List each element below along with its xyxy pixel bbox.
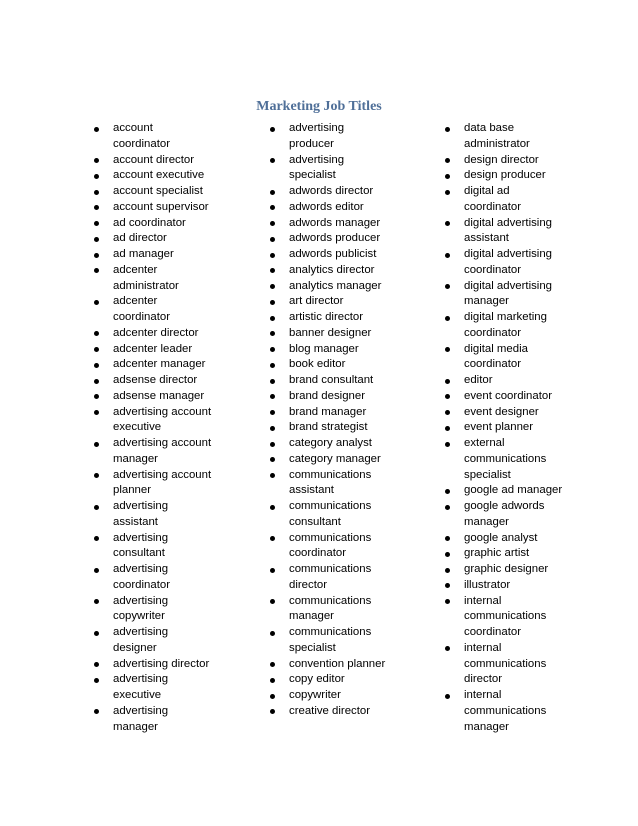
- list-item: [268, 562, 413, 594]
- bullet-icon: [94, 363, 99, 368]
- list-item: [268, 657, 413, 673]
- list-item: [268, 231, 413, 247]
- job-title-text: coordinator: [464, 358, 521, 371]
- job-title-text: data base: [464, 122, 515, 134]
- job-title-text: advertising account: [113, 468, 212, 481]
- job-title-column-1: [92, 121, 242, 735]
- job-title-text: banner designer: [289, 326, 372, 339]
- job-title-text: adwords manager: [289, 216, 381, 229]
- job-title-text: google adwords: [464, 500, 545, 512]
- bullet-icon: [445, 158, 450, 163]
- list-item: [268, 531, 413, 563]
- list-item: [443, 216, 593, 248]
- list-item: [443, 578, 593, 594]
- job-title-text: digital ad: [464, 185, 510, 197]
- bullet-icon: [270, 394, 275, 399]
- bullet-icon: [94, 331, 99, 336]
- job-title-text: design producer: [464, 169, 546, 182]
- job-title-text: artistic director: [289, 311, 364, 323]
- list-item: [443, 546, 593, 562]
- bullet-icon: [270, 442, 275, 447]
- job-title-text: advertising: [113, 673, 169, 686]
- bullet-icon: [94, 473, 99, 478]
- job-title-text: communications: [464, 452, 547, 465]
- list-item: [92, 562, 242, 594]
- bullet-icon: [270, 205, 275, 210]
- bullet-icon: [445, 190, 450, 195]
- job-title-text: analytics director: [289, 263, 375, 276]
- bullet-icon: [270, 662, 275, 667]
- page-title: Marketing Job Titles: [256, 99, 382, 114]
- job-title-text: producer: [289, 137, 334, 150]
- job-title-text: internal: [464, 641, 502, 654]
- bullet-icon: [94, 127, 99, 132]
- list-item: [443, 153, 593, 169]
- job-title-text: advertising account: [113, 405, 212, 418]
- bullet-icon: [445, 394, 450, 399]
- list-item: [268, 468, 413, 500]
- bullet-icon: [94, 505, 99, 510]
- list-item: [443, 499, 593, 531]
- bullet-icon: [270, 426, 275, 431]
- job-title-text: consultant: [289, 515, 341, 528]
- job-title-text: advertising: [113, 563, 169, 575]
- bullet-icon: [445, 410, 450, 415]
- bullet-icon: [445, 505, 450, 510]
- bullet-icon: [94, 174, 99, 179]
- job-title-text: editor: [464, 374, 493, 386]
- job-title-text: brand manager: [289, 405, 367, 418]
- job-title-text: specialist: [464, 468, 511, 481]
- list-item: [443, 483, 593, 499]
- job-title-text: communications: [289, 563, 372, 575]
- list-item: [268, 436, 413, 452]
- list-item: [443, 310, 593, 342]
- bullet-icon: [270, 678, 275, 683]
- job-title-text: coordinator: [464, 200, 521, 213]
- bullet-icon: [94, 158, 99, 163]
- job-title-text: brand designer: [289, 389, 365, 402]
- list-item: [443, 594, 593, 641]
- job-title-text: design director: [464, 153, 539, 166]
- bullet-icon: [94, 394, 99, 399]
- job-title-text: designer: [113, 641, 157, 654]
- bullet-icon: [270, 190, 275, 195]
- job-title-text: ad director: [113, 232, 167, 245]
- list-item: [92, 468, 242, 500]
- list-item: [92, 405, 242, 437]
- job-title-text: adwords producer: [289, 232, 381, 245]
- job-title-text: coordinator: [113, 311, 170, 323]
- bullet-icon: [445, 379, 450, 384]
- job-title-text: internal: [464, 594, 502, 607]
- job-title-text: coordinator: [464, 626, 521, 638]
- bullet-icon: [94, 190, 99, 195]
- bullet-icon: [270, 505, 275, 510]
- bullet-icon: [445, 646, 450, 651]
- list-item: [92, 657, 242, 673]
- bullet-icon: [445, 174, 450, 179]
- job-title-text: communications: [289, 500, 372, 512]
- bullet-icon: [94, 347, 99, 352]
- list-item: [268, 263, 413, 279]
- job-title-text: brand consultant: [289, 374, 374, 386]
- bullet-icon: [94, 442, 99, 447]
- bullet-icon: [270, 363, 275, 368]
- job-title-text: manager: [464, 515, 509, 528]
- list-item: [92, 594, 242, 626]
- job-title-text: copywriter: [289, 689, 341, 701]
- list-item: [443, 436, 593, 483]
- bullet-icon: [94, 709, 99, 714]
- bullet-icon: [270, 709, 275, 714]
- list-item: [443, 389, 593, 405]
- job-title-text: advertising: [289, 153, 345, 166]
- job-title-text: specialist: [289, 169, 336, 182]
- list-item: [92, 704, 242, 736]
- job-title-text: ad manager: [113, 248, 174, 260]
- list-item: [268, 342, 413, 358]
- job-title-text: advertising: [113, 704, 169, 717]
- list-item: [443, 121, 593, 153]
- list-item: [268, 688, 413, 704]
- list-item: [443, 184, 593, 216]
- job-title-text: ad coordinator: [113, 216, 186, 229]
- bullet-icon: [445, 583, 450, 588]
- job-title-text: manager: [464, 295, 509, 308]
- list-item: [268, 594, 413, 626]
- bullet-icon: [94, 410, 99, 415]
- job-title-text: category manager: [289, 452, 381, 465]
- bullet-icon: [94, 536, 99, 541]
- list-item: [92, 389, 242, 405]
- list-item: [268, 294, 413, 310]
- list-item: [268, 420, 413, 436]
- job-title-text: graphic designer: [464, 563, 549, 575]
- bullet-icon: [270, 473, 275, 478]
- list-item: [443, 373, 593, 389]
- job-title-text: director: [289, 578, 327, 591]
- bullet-icon: [94, 662, 99, 667]
- job-title-column-2: [268, 121, 413, 720]
- bullet-icon: [270, 694, 275, 699]
- job-title-text: account: [113, 122, 153, 134]
- bullet-icon: [445, 253, 450, 258]
- job-title-text: communications: [289, 626, 372, 638]
- job-title-text: digital marketing: [464, 311, 547, 323]
- list-item: [443, 420, 593, 436]
- bullet-icon: [445, 284, 450, 289]
- job-title-text: blog manager: [289, 342, 359, 355]
- job-title-text: adcenter: [113, 295, 158, 308]
- list-item: [92, 326, 242, 342]
- bullet-icon: [270, 237, 275, 242]
- bullet-icon: [270, 127, 275, 132]
- job-title-text: coordinator: [464, 326, 521, 339]
- list-item: [92, 357, 242, 373]
- job-title-text: analytics manager: [289, 279, 382, 292]
- job-title-text: adwords director: [289, 185, 374, 197]
- list-item: [92, 184, 242, 200]
- bullet-icon: [445, 221, 450, 226]
- bullet-icon: [94, 599, 99, 604]
- bullet-icon: [270, 457, 275, 462]
- job-title-text: adcenter leader: [113, 342, 193, 355]
- list-item: [443, 531, 593, 547]
- job-title-text: consultant: [113, 547, 165, 560]
- job-title-text: illustrator: [464, 578, 511, 591]
- list-item: [268, 625, 413, 657]
- bullet-icon: [94, 678, 99, 683]
- job-title-text: adwords publicist: [289, 248, 377, 260]
- job-title-text: graphic artist: [464, 547, 530, 560]
- list-item: [92, 342, 242, 358]
- list-item: [268, 672, 413, 688]
- list-item: [268, 184, 413, 200]
- job-title-text: manager: [464, 720, 509, 733]
- job-title-text: copywriter: [113, 610, 165, 623]
- list-item: [443, 279, 593, 311]
- list-item: [443, 688, 593, 735]
- list-item: [443, 342, 593, 374]
- bullet-icon: [445, 127, 450, 132]
- bullet-icon: [94, 631, 99, 636]
- list-item: [92, 231, 242, 247]
- job-title-text: google analyst: [464, 531, 538, 544]
- list-item: [92, 499, 242, 531]
- bullet-icon: [445, 489, 450, 494]
- bullet-icon: [270, 568, 275, 573]
- job-title-text: coordinator: [113, 578, 170, 591]
- job-title-text: advertising: [113, 500, 169, 512]
- job-title-text: account supervisor: [113, 200, 209, 213]
- bullet-icon: [270, 253, 275, 258]
- list-item: [92, 436, 242, 468]
- job-title-text: communications: [464, 704, 547, 717]
- bullet-icon: [270, 316, 275, 321]
- job-title-text: communications: [289, 468, 372, 481]
- bullet-icon: [94, 268, 99, 273]
- job-title-text: coordinator: [289, 547, 346, 560]
- job-title-text: specialist: [289, 641, 336, 654]
- bullet-icon: [270, 631, 275, 636]
- bullet-icon: [270, 158, 275, 163]
- bullet-icon: [445, 442, 450, 447]
- job-title-text: digital advertising: [464, 279, 553, 292]
- list-item: [92, 200, 242, 216]
- bullet-icon: [445, 536, 450, 541]
- bullet-icon: [270, 599, 275, 604]
- bullet-icon: [94, 568, 99, 573]
- job-title-text: digital advertising: [464, 216, 553, 229]
- bullet-icon: [94, 379, 99, 384]
- list-item: [92, 168, 242, 184]
- job-title-text: communications: [464, 657, 547, 670]
- list-item: [268, 704, 413, 720]
- job-title-text: brand strategist: [289, 421, 368, 434]
- job-title-text: administrator: [113, 279, 179, 292]
- job-title-text: copy editor: [289, 673, 345, 686]
- job-title-text: book editor: [289, 358, 346, 371]
- job-title-text: adsense manager: [113, 389, 205, 402]
- list-item: [443, 641, 593, 688]
- job-title-text: planner: [113, 484, 151, 497]
- bullet-icon: [270, 410, 275, 415]
- job-title-text: adcenter director: [113, 326, 199, 339]
- job-title-text: adcenter: [113, 263, 158, 276]
- job-title-text: assistant: [464, 232, 509, 245]
- job-title-text: digital media: [464, 342, 528, 355]
- job-title-text: communications: [289, 531, 372, 544]
- job-title-text: account director: [113, 153, 195, 166]
- bullet-icon: [445, 347, 450, 352]
- bullet-icon: [270, 331, 275, 336]
- bullet-icon: [445, 552, 450, 557]
- list-item: [268, 247, 413, 263]
- list-item: [92, 625, 242, 657]
- job-title-text: adwords editor: [289, 200, 364, 213]
- job-title-text: advertising: [113, 594, 169, 607]
- job-title-column-3: [443, 121, 593, 735]
- list-item: [92, 121, 242, 153]
- job-title-text: convention planner: [289, 657, 386, 670]
- job-title-text: account specialist: [113, 185, 203, 197]
- list-item: [443, 405, 593, 421]
- bullet-icon: [270, 221, 275, 226]
- job-title-text: advertising: [113, 531, 169, 544]
- bullet-icon: [270, 536, 275, 541]
- job-title-text: coordinator: [464, 263, 521, 276]
- job-title-text: manager: [113, 720, 158, 733]
- bullet-icon: [270, 347, 275, 352]
- job-title-text: advertising director: [113, 657, 210, 670]
- list-item: [268, 279, 413, 295]
- job-title-text: assistant: [289, 484, 334, 497]
- list-item: [268, 389, 413, 405]
- list-item: [92, 263, 242, 295]
- list-item: [268, 499, 413, 531]
- list-item: [92, 531, 242, 563]
- job-title-text: account executive: [113, 169, 205, 182]
- bullet-icon: [270, 379, 275, 384]
- job-title-text: coordinator: [113, 137, 170, 150]
- list-item: [268, 357, 413, 373]
- bullet-icon: [445, 568, 450, 573]
- job-title-text: adsense director: [113, 374, 198, 386]
- job-title-text: advertising account: [113, 437, 212, 449]
- list-item: [268, 153, 413, 185]
- bullet-icon: [94, 205, 99, 210]
- list-item: [92, 672, 242, 704]
- list-item: [443, 168, 593, 184]
- bullet-icon: [270, 268, 275, 273]
- job-title-text: external: [464, 437, 505, 449]
- job-title-text: digital advertising: [464, 248, 553, 260]
- bullet-icon: [94, 253, 99, 258]
- list-item: [443, 562, 593, 578]
- job-title-text: adcenter manager: [113, 358, 206, 371]
- bullet-icon: [445, 316, 450, 321]
- job-title-text: event planner: [464, 421, 534, 434]
- list-item: [268, 326, 413, 342]
- job-title-text: executive: [113, 689, 162, 701]
- list-item: [443, 247, 593, 279]
- bullet-icon: [94, 300, 99, 305]
- list-item: [92, 216, 242, 232]
- job-title-text: communications: [289, 594, 372, 607]
- job-title-text: manager: [289, 610, 334, 623]
- job-title-text: event designer: [464, 405, 539, 418]
- job-title-text: creative director: [289, 704, 371, 717]
- list-item: [92, 294, 242, 326]
- list-item: [268, 373, 413, 389]
- job-title-text: internal: [464, 689, 502, 701]
- bullet-icon: [445, 599, 450, 604]
- list-item: [92, 153, 242, 169]
- list-item: [268, 216, 413, 232]
- job-title-text: art director: [289, 295, 344, 308]
- list-item: [268, 121, 413, 153]
- job-title-text: category analyst: [289, 437, 372, 449]
- bullet-icon: [94, 237, 99, 242]
- job-title-text: google ad manager: [464, 484, 563, 497]
- bullet-icon: [94, 221, 99, 226]
- bullet-icon: [270, 284, 275, 289]
- list-item: [268, 310, 413, 326]
- list-item: [92, 247, 242, 263]
- job-title-text: executive: [113, 421, 162, 434]
- job-title-text: event coordinator: [464, 389, 553, 402]
- bullet-icon: [445, 694, 450, 699]
- job-title-text: manager: [113, 452, 158, 465]
- job-title-text: assistant: [113, 515, 158, 528]
- bullet-icon: [270, 300, 275, 305]
- job-title-text: advertising: [113, 626, 169, 638]
- job-title-text: advertising: [289, 122, 345, 134]
- job-title-text: communications: [464, 610, 547, 623]
- list-item: [268, 452, 413, 468]
- list-item: [268, 405, 413, 421]
- list-item: [92, 373, 242, 389]
- job-title-text: administrator: [464, 137, 530, 150]
- list-item: [268, 200, 413, 216]
- job-title-text: director: [464, 673, 502, 686]
- bullet-icon: [445, 426, 450, 431]
